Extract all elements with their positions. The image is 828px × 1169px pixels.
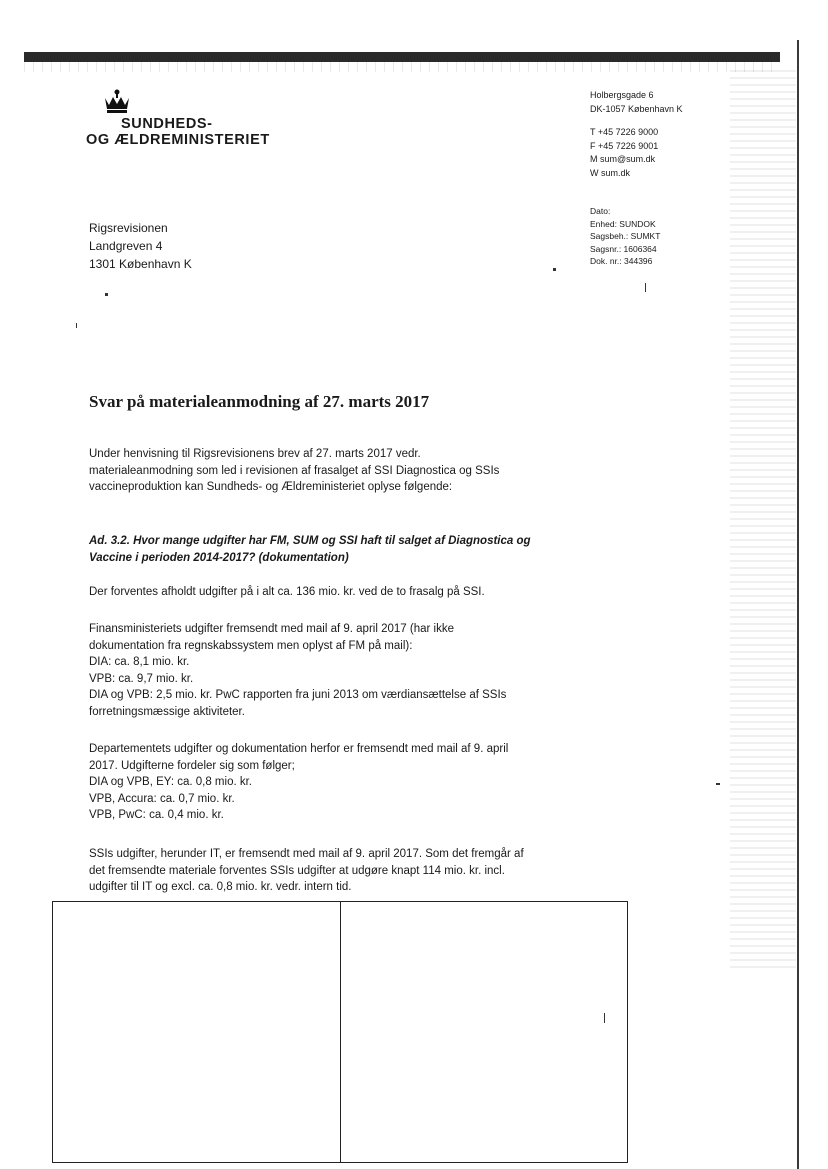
dept-line: VPB, Accura: ca. 0,7 mio. kr. xyxy=(89,792,235,805)
scan-speck xyxy=(105,293,108,296)
contact-web: W sum.dk xyxy=(590,167,631,178)
ssi-paragraph xyxy=(89,846,589,896)
fm-line: DIA og VPB: 2,5 mio. kr. PwC rapporten fra juni 2013 om værdiansættelse af SSIs xyxy=(89,689,507,701)
ssi-line: det fremsendte materiale forventes SSIs udgifter at udgøre knapt 114 mio. kr. incl. xyxy=(89,864,505,877)
ssi-line: udgifter til IT og excl. ca. 0,8 mio. kr. vedr. intern tid. xyxy=(89,881,352,893)
recipient-line: 1301 København K xyxy=(89,257,192,271)
intro-line: Under henvisning til Rigsrevisionens brev af 27. marts 2017 vedr. xyxy=(89,448,421,460)
ad-line: Vaccine i perioden 2014-2017? (dokumentation) xyxy=(89,551,349,564)
fm-line: Finansministeriets udgifter fremsendt med mail af 9. april 2017 (har ikke xyxy=(89,623,454,635)
dept-paragraph xyxy=(89,741,589,824)
sender-address xyxy=(590,89,683,180)
scan-top-bar xyxy=(24,52,780,62)
dept-line: VPB, PwC: ca. 0,4 mio. kr. xyxy=(89,809,224,821)
ministry-line-1: SUNDHEDS- xyxy=(121,116,213,132)
meta-doc-no: Dok. nr.: 344396 xyxy=(590,256,653,266)
meta-unit: Enhed: SUNDOK xyxy=(590,218,656,229)
dept-line: DIA og VPB, EY: ca. 0,8 mio. kr. xyxy=(89,776,252,788)
fm-paragraph xyxy=(89,621,589,720)
table-column-divider xyxy=(340,902,341,1162)
ministry-line-2: OG ÆLDREMINISTERIET xyxy=(86,132,270,148)
scan-right-edge xyxy=(797,40,799,1169)
scan-right-noise xyxy=(730,70,796,970)
scan-speck xyxy=(604,1013,605,1023)
ssi-line: SSIs udgifter, herunder IT, er fremsendt med mail af 9. april 2017. Som det fremgår af xyxy=(89,848,524,860)
fm-line: VPB: ca. 9,7 mio. kr. xyxy=(89,672,194,685)
scan-speck xyxy=(645,283,646,292)
total-paragraph xyxy=(89,584,589,601)
meta-date: Dato: xyxy=(590,206,611,216)
case-metadata xyxy=(590,205,660,268)
recipient-line: Rigsrevisionen xyxy=(89,221,168,235)
fm-line: forretningsmæssige aktiviteter. xyxy=(89,705,245,718)
ad-line: Ad. 3.2. Hvor mange udgifter har FM, SUM og SSI haft til salget af Diagnostica og xyxy=(89,535,531,547)
scan-speck xyxy=(553,268,556,271)
intro-paragraph xyxy=(89,446,589,496)
recipient-address xyxy=(89,219,192,273)
fm-line: dokumentation fra regnskabssystem men oplyst af FM på mail): xyxy=(89,639,413,652)
scan-noise-strip xyxy=(24,62,780,72)
address-line: Holbergsgade 6 xyxy=(590,90,654,100)
fm-line: DIA: ca. 8,1 mio. kr. xyxy=(89,656,190,668)
dept-line: Departementets udgifter og dokumentation herfor er fremsendt med mail af 9. april xyxy=(89,743,509,755)
ad-question xyxy=(89,533,589,566)
recipient-line: Landgreven 4 xyxy=(89,239,163,253)
crown-icon xyxy=(102,88,132,114)
contact-fax: F +45 7226 9001 xyxy=(590,140,659,151)
letter-subject: Svar på materialeanmodning af 27. marts 2017 xyxy=(89,392,430,411)
meta-handler: Sagsbeh.: SUMKT xyxy=(590,231,661,241)
scan-speck xyxy=(76,323,77,328)
meta-case-no: Sagsnr.: 1606364 xyxy=(590,243,657,254)
ministry-logo-text xyxy=(86,116,270,148)
intro-line: materialeanmodning som led i revisionen af frasalget af SSI Diagnostica og SSIs xyxy=(89,464,500,477)
intro-line: vaccineproduktion kan Sundheds- og Ældreministeriet oplyse følgende: xyxy=(89,481,453,493)
contact-phone: T +45 7226 9000 xyxy=(590,127,659,137)
contact-email: M sum@sum.dk xyxy=(590,154,656,164)
empty-table xyxy=(52,901,628,1163)
scan-speck xyxy=(716,783,720,785)
total-line: Der forventes afholdt udgifter på i alt ca. 136 mio. kr. ved de to frasalg på SSI. xyxy=(89,586,485,598)
address-line: DK-1057 København K xyxy=(590,103,683,114)
dept-line: 2017. Udgifterne fordeler sig som følger; xyxy=(89,759,295,772)
